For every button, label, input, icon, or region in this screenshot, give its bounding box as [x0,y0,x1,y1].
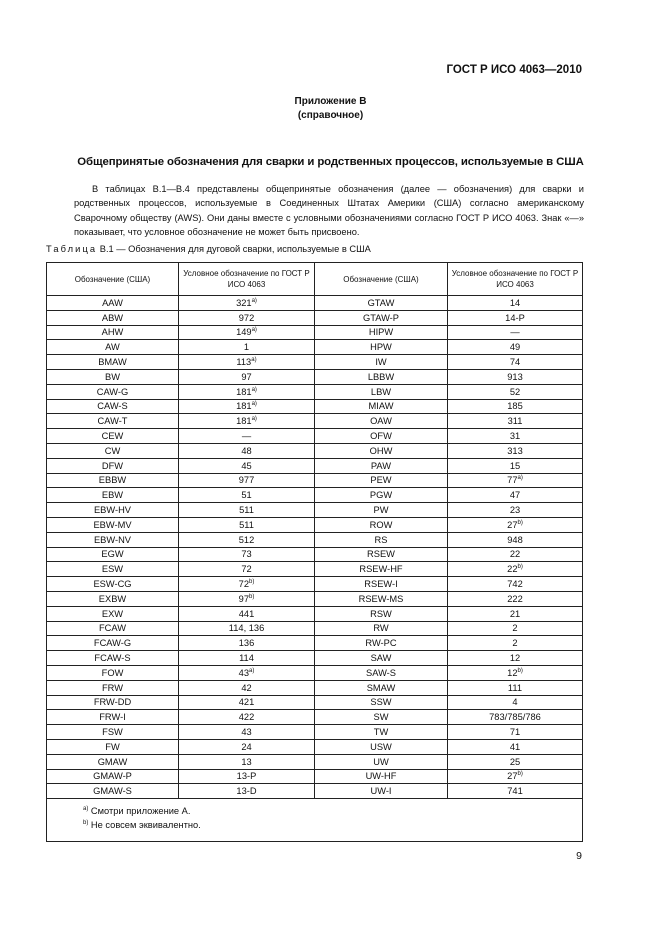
iso-code [179,725,315,740]
iso-code [448,591,583,606]
table-row [47,429,583,444]
section-title: Общепринятые обозначения для сварки и родственных процессов, используемые в США [77,156,584,168]
iso-code-value: 441 [238,608,255,619]
us-designation: PAW [315,458,448,473]
iso-code-value: 15 [509,460,521,471]
iso-code-value: 24 [241,741,252,752]
us-designation: UW-I [315,784,448,799]
table-row [47,754,583,769]
iso-code [448,710,583,725]
table-row [47,488,583,503]
us-designation: CEW [47,429,179,444]
iso-code-value: 72 [241,564,252,575]
header-iso-code: Условное обозначение по ГОСТ Р ИСО 4063 [179,263,315,296]
iso-code-value: 321 [236,297,252,308]
table-row [47,369,583,384]
iso-code [448,429,583,444]
iso-code [448,340,583,355]
us-designation: EXBW [47,591,179,606]
iso-code [448,443,583,458]
appendix-title: Приложение В [294,96,367,107]
table-row [47,606,583,621]
us-designation: GTAW [315,296,448,311]
us-designation: RS [315,532,448,547]
table-row [47,591,583,606]
iso-code-value: 77 [507,475,518,486]
us-designation: RW [315,621,448,636]
iso-code [179,517,315,532]
iso-code-value: 181 [236,416,252,427]
us-designation: HIPW [315,325,448,340]
table-row [47,665,583,680]
table-row [47,340,583,355]
us-designation: CW [47,443,179,458]
iso-code [448,355,583,370]
iso-code [448,695,583,710]
table-row [47,355,583,370]
iso-code [448,725,583,740]
us-designation: LBBW [315,369,448,384]
iso-code [179,784,315,799]
iso-code [179,577,315,592]
us-designation: TW [315,725,448,740]
iso-code [448,458,583,473]
iso-code [448,547,583,562]
iso-code [179,532,315,547]
us-designation: OFW [315,429,448,444]
iso-code [179,399,315,414]
iso-code [448,369,583,384]
iso-code-value: 422 [238,712,255,723]
iso-code-value: 512 [238,534,255,545]
table-row [47,562,583,577]
footnote-ref: b) [249,593,255,600]
iso-code [179,636,315,651]
header-iso-code: Условное обозначение по ГОСТ Р ИСО 4063 [448,263,583,296]
us-designation: FW [47,739,179,754]
iso-code-value: 74 [509,357,521,368]
us-designation: ESW-CG [47,577,179,592]
iso-code-value: 222 [507,593,523,604]
us-designation: SW [315,710,448,725]
iso-code [179,325,315,340]
table-header-row [47,263,583,296]
iso-code [448,517,583,532]
iso-code-value: 783/785/786 [489,712,541,723]
footnote-text: Не совсем эквивалентно. [88,819,201,830]
iso-code-value: 43 [238,667,249,678]
us-designation: GMAW-S [47,784,179,799]
iso-code-value: 48 [241,445,252,456]
iso-code [179,680,315,695]
table-row [47,532,583,547]
iso-code-value: 136 [238,638,255,649]
iso-code [448,310,583,325]
us-designation: ESW [47,562,179,577]
us-designation: EBW-MV [47,517,179,532]
iso-code-value: 114, 136 [228,623,265,634]
footnote-ref: a) [249,667,255,674]
iso-code-value: 14-P [505,312,525,323]
iso-code-value: 22 [509,549,521,560]
us-designation: RSEW-I [315,577,448,592]
iso-code-value: 71 [509,727,521,737]
iso-code-value: 511 [239,519,254,530]
us-designation: RSEW-HF [315,562,448,577]
us-designation: IW [315,355,448,370]
iso-code [448,577,583,592]
us-designation: EBBW [47,473,179,488]
iso-code-value: 27 [507,771,518,782]
iso-code [179,503,315,518]
page-number: 9 [576,850,582,862]
us-designation: FOW [47,665,179,680]
table-caption-text: В.1 — Обозначения для дуговой сварки, используемые в США [99,244,371,254]
table-row [47,517,583,532]
iso-code-value: — [241,431,252,442]
iso-code-value: 25 [509,756,521,767]
us-designation: BMAW [47,355,179,370]
us-designation: SAW [315,651,448,666]
us-designation: FRW [47,680,179,695]
us-designation: AHW [47,325,179,340]
iso-code-value: 2 [512,638,518,649]
iso-code [448,414,583,429]
footnote-ref: a) [251,386,257,393]
table-row [47,296,583,311]
iso-code [179,429,315,444]
us-designation: GTAW-P [315,310,448,325]
header-us-designation: Обозначение (США) [47,263,179,296]
iso-code-value: 113 [236,357,252,368]
iso-code-value: 31 [509,431,521,442]
iso-code-value: 421 [238,697,255,708]
iso-code [448,754,583,769]
document-standard-header: ГОСТ Р ИСО 4063—2010 [446,64,582,76]
iso-code-value: 43 [241,727,252,737]
us-designation: EGW [47,547,179,562]
table-row [47,384,583,399]
us-designation: AAW [47,296,179,311]
iso-code-value: 977 [238,475,255,486]
table-row [47,503,583,518]
iso-code [448,621,583,636]
us-designation: HPW [315,340,448,355]
iso-code-value: 52 [509,386,521,397]
table-row [47,577,583,592]
iso-code-value: 2 [512,623,518,634]
iso-code [179,369,315,384]
footnotes-cell [47,799,583,842]
iso-code-value: 47 [509,490,521,501]
us-designation: EBW-NV [47,532,179,547]
table-row [47,636,583,651]
footnote-ref: a) [251,297,257,304]
us-designation: CAW-G [47,384,179,399]
us-designation: OAW [315,414,448,429]
iso-code [179,665,315,680]
iso-code-value: 111 [507,682,523,693]
iso-code [448,384,583,399]
us-designation: RW-PC [315,636,448,651]
iso-code [179,458,315,473]
iso-code-value: 742 [507,579,523,590]
iso-code-value: 181 [236,386,252,397]
iso-code-value: 1 [243,342,250,353]
iso-code-value: 97 [241,371,252,382]
us-designation: FSW [47,725,179,740]
iso-code-value: 311 [507,416,523,427]
iso-code-value: 948 [507,534,523,545]
iso-code [448,399,583,414]
iso-code [448,503,583,518]
iso-code [448,739,583,754]
us-designation: CAW-S [47,399,179,414]
iso-code-value: 14 [509,297,521,308]
iso-code [179,710,315,725]
us-designation: OHW [315,443,448,458]
footnote-ref: a) [251,401,257,408]
iso-code-value: 41 [509,741,521,752]
iso-code [179,695,315,710]
us-designation: UW-HF [315,769,448,784]
iso-code [179,414,315,429]
table-row [47,414,583,429]
us-designation: FRW-DD [47,695,179,710]
iso-code-value: 741 [507,786,523,797]
iso-code-value: — [510,327,520,338]
iso-code [179,384,315,399]
iso-code-value: 22 [507,564,518,575]
us-designation: DFW [47,458,179,473]
iso-code-value: 913 [507,371,523,382]
footnote-ref: a) [517,475,523,482]
us-designation: RSEW-MS [315,591,448,606]
iso-code [179,754,315,769]
iso-code [179,355,315,370]
table-row [47,710,583,725]
us-designation: FRW-I [47,710,179,725]
iso-code-value: 49 [509,342,521,353]
footnotes-row [47,799,583,842]
iso-code [448,680,583,695]
iso-code [179,488,315,503]
iso-code-value: 42 [241,682,252,693]
us-designation: RSW [315,606,448,621]
us-designation: CAW-T [47,414,179,429]
iso-code [179,562,315,577]
us-designation: PGW [315,488,448,503]
iso-code [448,665,583,680]
iso-code [448,532,583,547]
iso-code-value: 313 [507,445,523,456]
iso-code [448,473,583,488]
iso-code [448,296,583,311]
iso-code-value: 185 [507,401,523,412]
iso-code-value: 27 [507,519,518,530]
iso-code-value: 21 [509,608,521,619]
us-designation: FCAW-S [47,651,179,666]
iso-code-value: 4 [512,697,518,708]
us-designation: EXW [47,606,179,621]
us-designation: RSEW [315,547,448,562]
iso-code-value: 12 [507,667,518,678]
table-row [47,695,583,710]
table-row [47,739,583,754]
us-designation: SMAW [315,680,448,695]
iso-code [448,769,583,784]
iso-code [179,769,315,784]
table-caption-prefix: Таблица [46,244,98,254]
appendix-subtitle: (справочное) [297,110,364,121]
iso-code-value: 97 [238,593,249,604]
table-row [47,310,583,325]
us-designation: SSW [315,695,448,710]
iso-code [448,636,583,651]
iso-code-value: 23 [509,505,521,516]
iso-code [448,651,583,666]
iso-code [179,310,315,325]
iso-code [448,606,583,621]
us-designation: EBW [47,488,179,503]
table-row [47,443,583,458]
us-designation: GMAW [47,754,179,769]
footnote-ref: b) [517,771,523,778]
us-designation: BW [47,369,179,384]
iso-code-value: 51 [241,490,252,501]
us-designation: FCAW [47,621,179,636]
table-row [47,621,583,636]
iso-code-value: 149 [236,327,252,338]
iso-code-value: 45 [241,460,252,471]
intro-paragraph: В таблицах В.1—В.4 представлены общепринятые обозначения (далее — обозначения) для сварки и родственных процессов, используемые в Соединенных Штатах Америки (США) согласно американскому Сварочному обществу (AWS). Они даны вместе с условными обозначениями согласно ГОСТ Р ИСО 4063. Знак «—» показывает, что условное обозначение не может быть присвоено. [74,184,584,238]
table-row [47,680,583,695]
us-designation: SAW-S [315,665,448,680]
iso-code-value: 13-P [236,771,257,782]
header-us-designation: Обозначение (США) [315,263,448,296]
iso-code [448,784,583,799]
iso-code [179,547,315,562]
us-designation: ROW [315,517,448,532]
welding-designations-table [46,262,583,842]
footnote-ref: b) [517,519,523,526]
iso-code-value: 511 [239,505,254,516]
us-designation: ABW [47,310,179,325]
table-row [47,473,583,488]
iso-code-value: 13-D [236,786,257,797]
us-designation: PEW [315,473,448,488]
footnote-ref: a) [251,327,257,334]
table-caption [46,244,371,254]
iso-code [448,325,583,340]
iso-code [179,739,315,754]
us-designation: LBW [315,384,448,399]
iso-code [448,562,583,577]
iso-code-value: 972 [238,312,255,323]
us-designation: MIAW [315,399,448,414]
us-designation: FCAW-G [47,636,179,651]
iso-code [179,443,315,458]
footnote-text: Смотри приложение А. [88,806,191,817]
iso-code-value: 72 [238,579,249,590]
iso-code-value: 181 [236,401,252,412]
table-row [47,325,583,340]
footnote-mark: b) [83,819,89,826]
table-row [47,651,583,666]
iso-code-value: 114 [239,653,254,664]
footnote [83,805,582,819]
iso-code-value: 73 [241,549,252,560]
iso-code [179,296,315,311]
footnote-ref: b) [249,578,255,585]
footnote-mark: a) [83,806,89,812]
iso-code [179,621,315,636]
iso-code [179,340,315,355]
footnote-ref: a) [251,356,257,363]
us-designation: UW [315,754,448,769]
us-designation: GMAW-P [47,769,179,784]
table-row [47,784,583,799]
footnote [83,819,582,833]
table-row [47,725,583,740]
footnote-ref: b) [517,667,523,674]
iso-code [179,651,315,666]
table-row [47,399,583,414]
iso-code-value: 12 [509,653,521,664]
us-designation: USW [315,739,448,754]
iso-code-value: 13 [241,756,252,767]
footnote-ref: a) [251,416,257,423]
table-row [47,458,583,473]
us-designation: AW [47,340,179,355]
footnote-ref: b) [517,564,523,571]
us-designation: PW [315,503,448,518]
iso-code [448,488,583,503]
table-row [47,769,583,784]
iso-code [179,591,315,606]
iso-code [179,473,315,488]
us-designation: EBW-HV [47,503,179,518]
table-row [47,547,583,562]
iso-code [179,606,315,621]
